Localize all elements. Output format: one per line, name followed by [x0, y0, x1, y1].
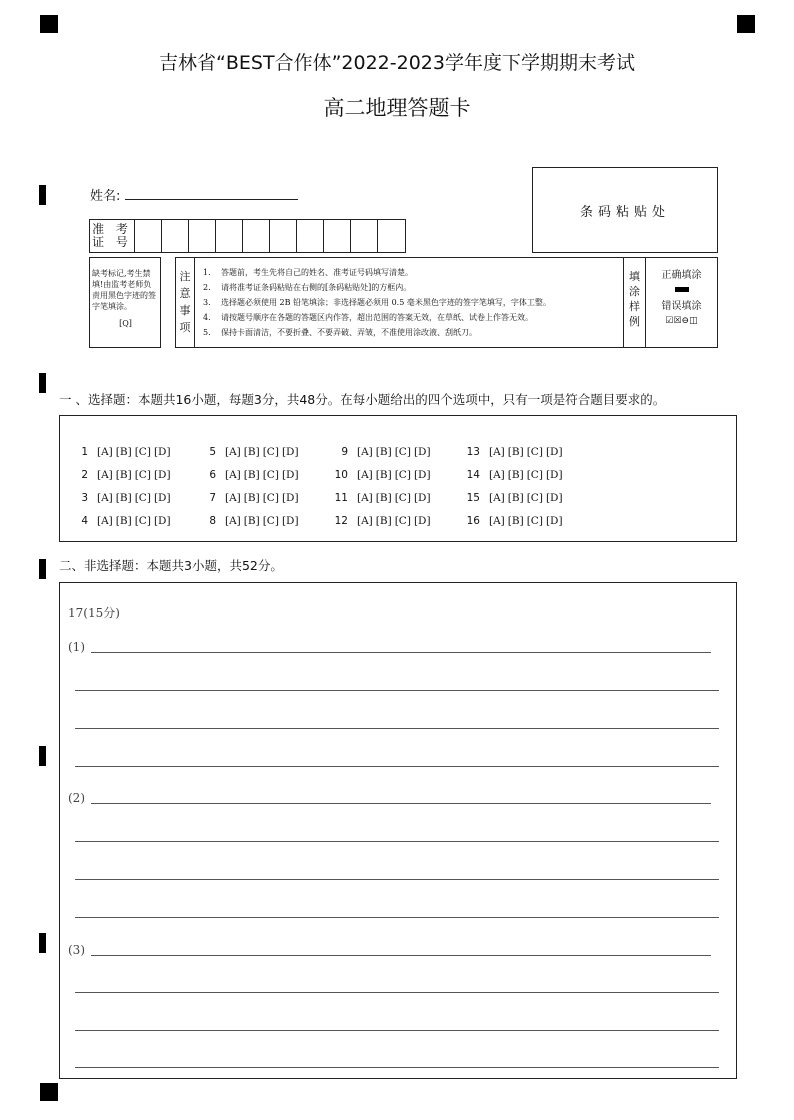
question-number: 4	[81, 514, 88, 527]
answer-line[interactable]	[75, 690, 719, 691]
sub-question-2-label: (2)	[68, 791, 85, 805]
notice-list	[195, 258, 624, 347]
card-title: 高二地理答题卡	[323, 96, 471, 120]
option-c-bubble[interactable]: [C]	[526, 445, 543, 458]
exam-id-cell[interactable]	[324, 220, 351, 252]
option-a-bubble[interactable]: [A]	[97, 468, 113, 481]
option-d-bubble[interactable]: [D]	[545, 514, 563, 527]
option-d-bubble[interactable]: [D]	[545, 491, 563, 504]
correct-fill-icon	[675, 287, 689, 292]
answer-line[interactable]	[75, 728, 719, 729]
exam-id-label-line2: 证 号	[92, 235, 132, 249]
wrong-fill-label: 错误填涂	[661, 301, 702, 312]
choice-row	[464, 463, 566, 486]
exam-id-cell[interactable]	[270, 220, 297, 252]
option-b-bubble[interactable]: [B]	[507, 491, 524, 504]
notice-item	[203, 310, 623, 325]
exam-id-cell[interactable]	[351, 220, 378, 252]
section2-title: 二、非选择题：本题共3小题，共52分。	[59, 558, 283, 573]
option-c-bubble[interactable]: [C]	[526, 468, 543, 481]
choice-row	[200, 440, 302, 463]
option-d-bubble[interactable]: [D]	[413, 468, 431, 481]
registration-mark-bottom-left	[40, 1083, 58, 1101]
barcode-label: 条码粘贴处	[579, 204, 670, 220]
notice-item	[203, 265, 623, 280]
option-b-bubble[interactable]: [B]	[115, 514, 132, 527]
option-a-bubble[interactable]: [A]	[97, 445, 113, 458]
question-number: 5	[209, 445, 216, 458]
answer-line[interactable]	[75, 879, 719, 880]
registration-mark-top-left	[40, 15, 58, 33]
sample-heading-char: 涂	[629, 285, 640, 298]
timing-mark	[39, 933, 46, 953]
answer-line[interactable]	[75, 917, 719, 918]
option-a-bubble[interactable]: [A]	[489, 468, 505, 481]
absent-instructions: 缺考标记,考生禁填!由监考老师负责用黑色字迹的签字笔填涂。	[92, 269, 156, 311]
option-c-bubble[interactable]: [C]	[262, 445, 279, 458]
exam-id-cell[interactable]	[297, 220, 324, 252]
option-c-bubble[interactable]: [C]	[262, 468, 279, 481]
option-c-bubble[interactable]: [C]	[134, 491, 151, 504]
correct-fill-label: 正确填涂	[661, 270, 702, 281]
name-label: 姓名:	[90, 189, 121, 204]
sample-heading	[624, 258, 646, 347]
fill-sample	[646, 258, 717, 347]
sub-question-3-label: (3)	[68, 943, 85, 957]
answer-line[interactable]	[75, 841, 719, 842]
notice-item	[203, 280, 623, 295]
option-a-bubble[interactable]: [A]	[357, 468, 373, 481]
option-b-bubble[interactable]: [B]	[375, 468, 392, 481]
option-a-bubble[interactable]: [A]	[489, 514, 505, 527]
option-d-bubble[interactable]: [D]	[545, 468, 563, 481]
option-b-bubble[interactable]: [B]	[375, 491, 392, 504]
option-a-bubble[interactable]: [A]	[225, 514, 241, 527]
timing-mark	[39, 746, 46, 766]
notice-item-text: 选择题必须使用 2B 铅笔填涂；非选择题必须用 0.5 毫米黑色字迹的签字笔填写，字体工整。	[221, 298, 551, 307]
option-a-bubble[interactable]: [A]	[357, 491, 373, 504]
option-c-bubble[interactable]: [C]	[134, 468, 151, 481]
choice-answer-box	[59, 415, 737, 542]
timing-mark	[39, 559, 46, 579]
question-number: 8	[209, 514, 216, 527]
option-b-bubble[interactable]: [B]	[115, 491, 132, 504]
answer-line[interactable]	[91, 955, 711, 956]
option-d-bubble[interactable]: [D]	[413, 491, 431, 504]
answer-line[interactable]	[75, 1067, 719, 1068]
question-number: 12	[334, 514, 348, 527]
choice-row	[72, 486, 174, 509]
question-17-title: 17(15分)	[68, 606, 120, 620]
exam-id-cell[interactable]	[243, 220, 270, 252]
exam-id-cell[interactable]	[378, 220, 405, 252]
option-c-bubble[interactable]: [C]	[394, 445, 411, 458]
exam-id-label	[90, 220, 135, 252]
written-answer-box	[59, 582, 737, 1079]
wrong-fill-icons: ☑☒⊖◫	[665, 316, 698, 326]
option-b-bubble[interactable]: [B]	[507, 468, 524, 481]
absent-mark-box	[89, 257, 161, 348]
section1-title: 一 、选择题：本题共16小题，每题3分，共48分。在每小题给出的四个选项中，只有一项是符合题目要求的。	[59, 392, 666, 407]
answer-line[interactable]	[75, 1030, 719, 1031]
option-a-bubble[interactable]: [A]	[225, 445, 241, 458]
question-number: 9	[341, 445, 348, 458]
notice-heading-char: 注	[179, 270, 191, 283]
option-c-bubble[interactable]: [C]	[394, 468, 411, 481]
option-b-bubble[interactable]: [B]	[243, 468, 260, 481]
choice-row	[332, 440, 434, 463]
question-number: 11	[334, 491, 348, 504]
choice-row	[464, 509, 566, 532]
exam-id-cell[interactable]	[216, 220, 243, 252]
choice-column	[200, 440, 302, 532]
choice-row	[72, 463, 174, 486]
option-c-bubble[interactable]: [C]	[394, 491, 411, 504]
question-number: 6	[209, 468, 216, 481]
exam-id-label-line1: 准 考	[92, 222, 132, 236]
option-a-bubble[interactable]: [A]	[225, 468, 241, 481]
option-c-bubble[interactable]: [C]	[394, 514, 411, 527]
option-d-bubble[interactable]: [D]	[281, 491, 299, 504]
notice-item-number: 2.	[203, 283, 211, 292]
notice-heading	[176, 258, 195, 347]
notice-item	[203, 295, 623, 310]
notice-item-text: 保持卡面清洁，不要折叠、不要弄破、弄皱，不准使用涂改液、刮纸刀。	[221, 328, 477, 337]
choice-row	[200, 463, 302, 486]
exam-id-grid	[89, 219, 406, 253]
question-number: 13	[466, 445, 480, 458]
option-d-bubble[interactable]: [D]	[281, 514, 299, 527]
option-b-bubble[interactable]: [B]	[375, 445, 392, 458]
question-number: 1	[81, 445, 88, 458]
notice-heading-char: 意	[179, 287, 191, 300]
choice-row	[332, 509, 434, 532]
answer-line[interactable]	[91, 652, 711, 653]
option-a-bubble[interactable]: [A]	[225, 491, 241, 504]
choice-row	[200, 509, 302, 532]
option-d-bubble[interactable]: [D]	[413, 514, 431, 527]
exam-title: 吉林省“BEST合作体”2022-2023学年度下学期期末考试	[159, 52, 635, 74]
notice-heading-char: 事	[179, 304, 191, 317]
choice-row	[332, 463, 434, 486]
question-number: 7	[209, 491, 216, 504]
notice-item-number: 5.	[203, 328, 211, 337]
answer-line[interactable]	[75, 992, 719, 993]
option-b-bubble[interactable]: [B]	[507, 514, 524, 527]
notice-item-number: 4.	[203, 313, 211, 322]
choice-row	[464, 486, 566, 509]
exam-id-cell[interactable]	[135, 220, 162, 252]
option-c-bubble[interactable]: [C]	[526, 514, 543, 527]
notice-item-text: 请将准考证条码粘贴在右侧的[条码粘贴处]的方框内。	[221, 283, 412, 292]
choice-row	[332, 486, 434, 509]
option-a-bubble[interactable]: [A]	[97, 514, 113, 527]
option-a-bubble[interactable]: [A]	[357, 445, 373, 458]
exam-id-cell[interactable]	[189, 220, 216, 252]
option-d-bubble[interactable]: [D]	[545, 445, 563, 458]
option-b-bubble[interactable]: [B]	[243, 514, 260, 527]
barcode-area	[532, 167, 718, 253]
sub-question-1-label: (1)	[68, 640, 85, 654]
question-number: 10	[334, 468, 348, 481]
option-b-bubble[interactable]: [B]	[243, 491, 260, 504]
option-b-bubble[interactable]: [B]	[115, 445, 132, 458]
option-c-bubble[interactable]: [C]	[134, 514, 151, 527]
answer-line[interactable]	[75, 766, 719, 767]
absent-mark-bubble[interactable]: [Q]	[119, 319, 132, 328]
choice-row	[72, 440, 174, 463]
notice-item-number: 1.	[203, 268, 211, 277]
option-c-bubble[interactable]: [C]	[134, 445, 151, 458]
option-b-bubble[interactable]: [B]	[507, 445, 524, 458]
choice-row	[464, 440, 566, 463]
option-a-bubble[interactable]: [A]	[97, 491, 113, 504]
sample-heading-char: 样	[629, 300, 640, 313]
option-a-bubble[interactable]: [A]	[489, 445, 505, 458]
option-b-bubble[interactable]: [B]	[243, 445, 260, 458]
question-number: 2	[81, 468, 88, 481]
exam-id-cell[interactable]	[162, 220, 189, 252]
notice-heading-char: 项	[179, 321, 191, 334]
question-number: 3	[81, 491, 88, 504]
choice-row	[200, 486, 302, 509]
answer-line[interactable]	[91, 803, 711, 804]
question-number: 16	[466, 514, 480, 527]
option-a-bubble[interactable]: [A]	[357, 514, 373, 527]
registration-mark-top-right	[737, 15, 755, 33]
notice-item-text: 请按题号顺序在各题的答题区内作答，超出范围的答案无效，在草纸、试卷上作答无效。	[221, 313, 533, 322]
option-d-bubble[interactable]: [D]	[153, 514, 171, 527]
notice-item	[203, 325, 623, 340]
option-b-bubble[interactable]: [B]	[375, 514, 392, 527]
question-number: 15	[466, 491, 480, 504]
option-d-bubble[interactable]: [D]	[153, 491, 171, 504]
sample-heading-char: 例	[629, 315, 640, 328]
question-number: 14	[466, 468, 480, 481]
option-c-bubble[interactable]: [C]	[262, 514, 279, 527]
option-d-bubble[interactable]: [D]	[153, 468, 171, 481]
notice-item-text: 答题前，考生先将自己的姓名、准考证号码填写清楚。	[221, 268, 413, 277]
notice-box	[175, 257, 718, 348]
option-c-bubble[interactable]: [C]	[262, 491, 279, 504]
option-d-bubble[interactable]: [D]	[153, 445, 171, 458]
option-d-bubble[interactable]: [D]	[413, 445, 431, 458]
notice-item-number: 3.	[203, 298, 211, 307]
choice-column	[464, 440, 566, 532]
option-a-bubble[interactable]: [A]	[489, 491, 505, 504]
timing-mark	[39, 373, 46, 393]
option-d-bubble[interactable]: [D]	[281, 468, 299, 481]
name-field[interactable]	[125, 199, 298, 200]
option-b-bubble[interactable]: [B]	[115, 468, 132, 481]
option-d-bubble[interactable]: [D]	[281, 445, 299, 458]
sample-heading-char: 填	[629, 270, 640, 283]
choice-column	[332, 440, 434, 532]
timing-mark	[39, 185, 46, 205]
option-c-bubble[interactable]: [C]	[526, 491, 543, 504]
choice-column	[72, 440, 174, 532]
choice-row	[72, 509, 174, 532]
